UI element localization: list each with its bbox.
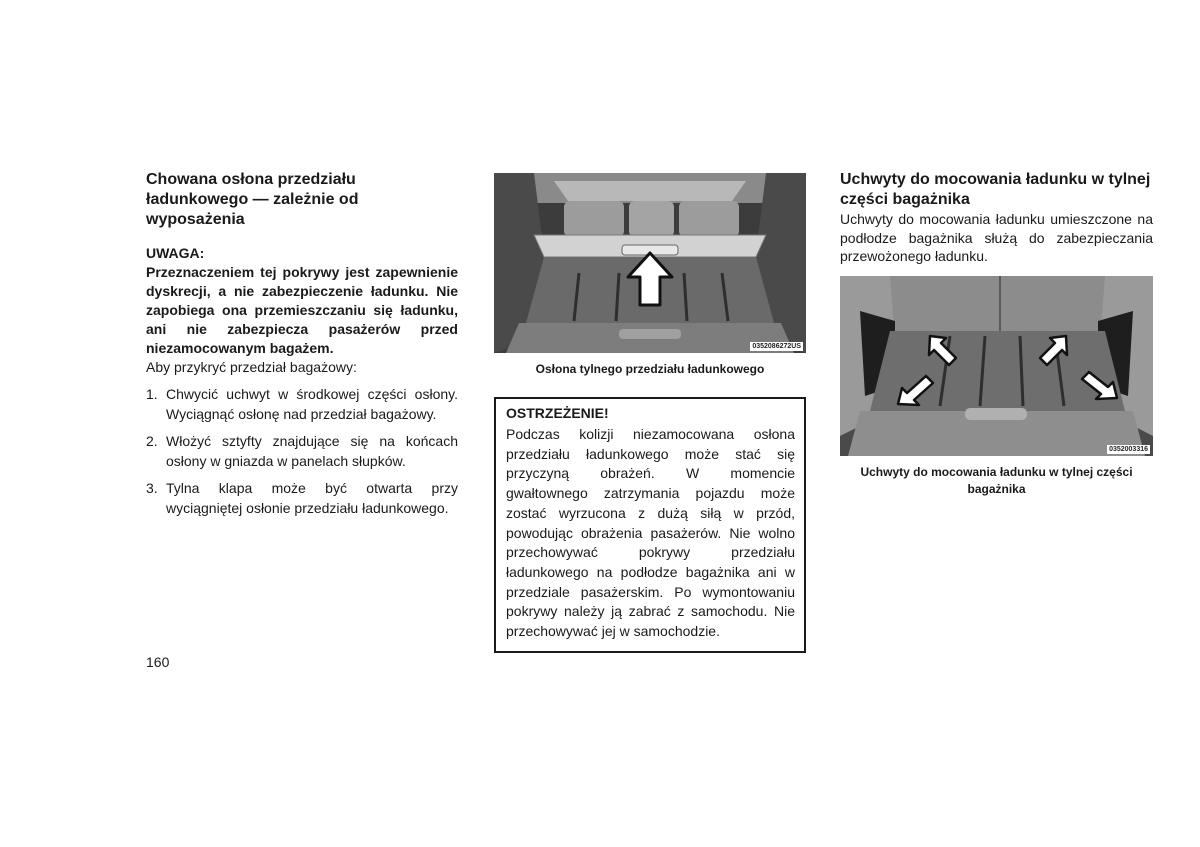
cargo-cover-photo — [494, 173, 806, 353]
section-heading-cargo-cover: Chowana osłona przedziału ładunkowego — zależnie od wyposażenia — [146, 171, 359, 228]
page-number: 160 — [146, 654, 170, 670]
instructions-intro: Aby przykryć przedział bagażowy: — [146, 359, 357, 375]
figure-code: 0352086272US — [752, 343, 801, 350]
warning-text: Podczas kolizji niezamocowana osłona przedziału ładunkowego może stać się przyczyną obrażeń. W momencie gwałtownego zatrzymania pojazdu może zostać wyrzucona z dużą siłą w przód, powodując obrażenia pasażerów. Nie wolno przechowywać pokrywy przedziału ładunkowego na podłodze bagażnika ani w przedziale pasażerskim. Po wymontowaniu pokrywy należy ją zabrać z samochodu. Nie przechowywać jej w samochodzie. — [506, 426, 795, 640]
warning-box — [494, 397, 806, 653]
notice-text: Przeznaczeniem tej pokrywy jest zapewnienie dyskrecji, a nie zabezpieczenie ładunku. Nie zapobiega ona przemieszczaniu się ładunku, ani nie zabezpiecza pasażerów przed niezamocowanym bagażem. — [146, 264, 458, 356]
tie-downs-illustration — [840, 276, 1153, 456]
tie-downs-text: Uchwyty do mocowania ładunku umieszczone na podłodze bagażnika służą do zabezpieczania przewożonego ładunku. — [840, 211, 1153, 264]
section-heading-tie-downs: Uchwyty do mocowania ładunku w tylnej części bagażnika — [840, 171, 1151, 208]
left-column — [146, 170, 458, 526]
step-text: Włożyć sztyfty znajdujące się na końcach osłony w gniazda w panelach słupków. — [166, 433, 458, 469]
list-item — [146, 432, 458, 471]
step-text: Chwycić uchwyt w środkowej części osłony. Wyciągnąć osłonę nad przedział bagażowy. — [166, 386, 458, 422]
notice-label: UWAGA: — [146, 245, 205, 261]
list-item — [146, 479, 458, 518]
step-number: 1. — [146, 386, 158, 402]
middle-column — [494, 173, 806, 653]
warning-title: OSTRZEŻENIE! — [506, 405, 609, 421]
figure-caption: Osłona tylnego przedziału ładunkowego — [535, 362, 765, 376]
right-column — [840, 170, 1153, 498]
instruction-steps — [146, 385, 458, 518]
tie-downs-photo — [840, 276, 1153, 456]
list-item — [146, 385, 458, 424]
figure-caption: Uchwyty do mocowania ładunku w tylnej części bagażnika — [860, 464, 1133, 496]
cargo-cover-illustration — [494, 173, 806, 353]
step-text: Tylna klapa może być otwarta przy wyciągniętej osłonie przedziału ładunkowego. — [166, 480, 458, 516]
step-number: 3. — [146, 480, 158, 496]
step-number: 2. — [146, 433, 158, 449]
figure-code: 0352003316 — [1109, 445, 1148, 453]
